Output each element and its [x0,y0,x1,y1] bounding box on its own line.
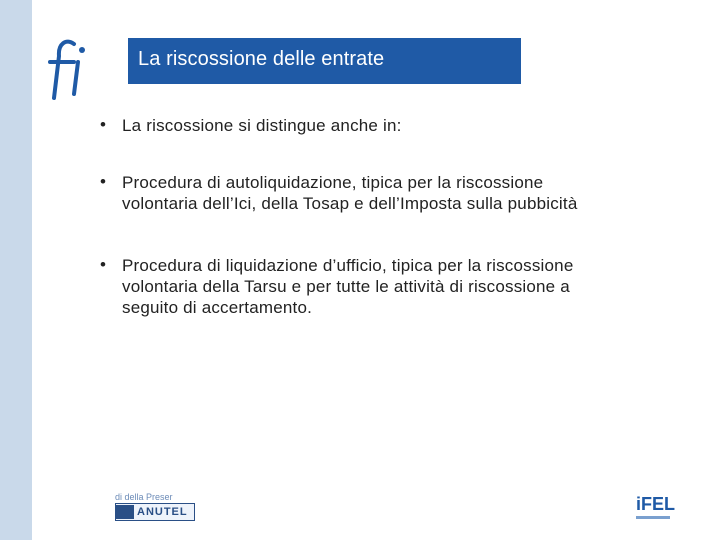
bullet-line: seguito di accertamento. [122,298,313,317]
bullet-line: Procedura di liquidazione d’ufficio, tipica per la riscossione [122,256,574,275]
footer-caption: di della Preser [115,492,173,502]
bullet-text [122,115,402,136]
bullet-symbol: • [100,255,106,274]
ifel-underline [636,516,670,519]
left-decor-band [0,0,32,540]
title-bar [128,38,521,84]
anutel-logo-text: ANUTEL [137,506,188,518]
bullet-symbol: • [100,115,106,134]
anutel-logo-icon [115,492,195,520]
bullet-line: Procedura di autoliquidazione, tipica per la riscossione [122,173,544,192]
bullet-item-1 [100,115,680,136]
bullet-item-3 [100,255,680,318]
ifel-logo-text: iFEL [636,494,675,514]
bullet-text [122,172,578,214]
anutel-mark-icon [116,505,134,519]
bullet-item-2 [100,172,680,214]
fi-logo-icon [44,32,100,100]
bullet-line: volontaria dell’Ici, della Tosap e dell’Imposta sulla pubbicità [122,194,578,213]
ifel-logo-icon [636,494,675,522]
bullet-text [122,255,574,318]
anutel-badge [115,503,195,521]
bullet-symbol: • [100,172,106,191]
bullet-line: La riscossione si distingue anche in: [122,116,402,135]
bullet-line: volontaria della Tarsu e per tutte le attività di riscossione a [122,277,570,296]
page-title: La riscossione delle entrate [138,48,385,70]
